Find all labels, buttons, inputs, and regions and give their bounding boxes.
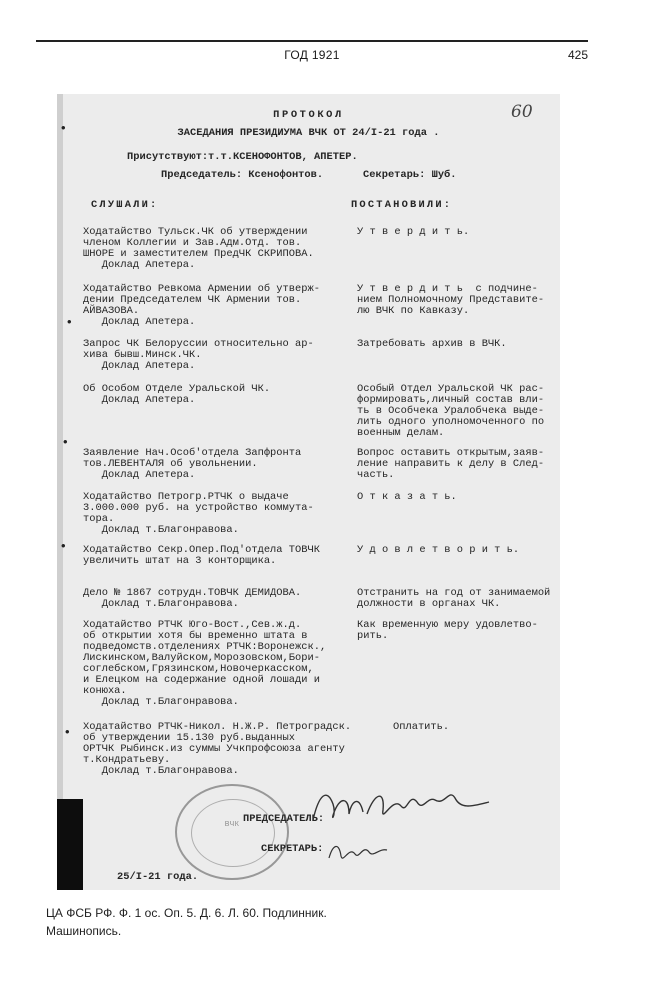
running-header (36, 40, 588, 64)
item-7-decided: У д о в л е т в о р и т ь. (357, 544, 520, 556)
punch-mark: • (61, 538, 66, 553)
document-date: 25/I-21 года. (117, 871, 199, 883)
item-4-decided: Особый Отдел Уральской ЧК рас- формировать,личный состав вли- ть в Особчека Уралобчека выде- лить одного уполномоченного по военным делам. (357, 383, 545, 439)
item-7-heard: Ходатайство Секр.Опер.Под'отдела ТОВЧК увеличить штат на 3 конторщика. (83, 544, 320, 567)
secretary-line: Секретарь: Шуб. (363, 169, 457, 181)
item-10-decided: Оплатить. (393, 721, 450, 733)
punch-mark: • (67, 314, 72, 329)
punch-mark: • (61, 120, 66, 135)
item-10-heard: Ходатайство РТЧК-Никол. Н.Ж.Р. Петроградск. об утверждении 15.130 руб.выданных ОРТЧК Рыбинск.из суммы Учкпрофсоюза агенту т.Кондратьеву. Доклад т.Благонравова. (83, 721, 352, 777)
secretary-signature-label: СЕКРЕТАРЬ: (261, 843, 324, 855)
document-subtitle: ЗАСЕДАНИЯ ПРЕЗИДИУМА ВЧК ОТ 24/I-21 года . (177, 127, 440, 139)
chairman-signature (305, 784, 495, 834)
present-line: Присутствуют:т.т.КСЕНОФОНТОВ, АПЕТЕР. (127, 151, 358, 163)
item-6-decided: О т к а з а т ь. (357, 491, 457, 503)
item-1-decided: У т в е р д и т ь. (357, 226, 470, 238)
item-5-heard: Заявление Нач.Особ'отдела Запфронта тов.ЛЕВЕНТАЛЯ об увольнении. Доклад Апетера. (83, 447, 302, 481)
item-3-decided: Затребовать архив в ВЧК. (357, 338, 507, 350)
round-seal-text: ВЧК (224, 821, 240, 828)
item-9-decided: Как временную меру удовлетво- рить. (357, 619, 538, 642)
running-header-title: ГОД 1921 (284, 48, 340, 62)
archival-scan (57, 94, 560, 890)
round-seal-inner-ring (191, 799, 275, 867)
page-number: 425 (567, 48, 588, 62)
chairman-signature-label: ПРЕДСЕДАТЕЛЬ: (243, 813, 325, 825)
scan-edge (57, 94, 63, 890)
item-5-decided: Вопрос оставить открытым,заяв- ление направить к делу в След- часть. (357, 447, 545, 481)
document-title: ПРОТОКОЛ (273, 109, 344, 121)
item-6-heard: Ходатайство Петрогр.РТЧК о выдаче 3.000.000 руб. на устройство коммута- тора. Доклад т.Благонравова. (83, 491, 314, 536)
column-heard-heading: СЛУШАЛИ: (91, 199, 159, 211)
item-8-decided: Отстранить на год от занимаемой должности в органах ЧК. (357, 587, 551, 610)
punch-mark: • (65, 724, 70, 739)
handwritten-sheet-number: 60 (511, 102, 533, 122)
item-3-heard: Запрос ЧК Белоруссии относительно ар- хива бывш.Минск.ЧК. Доклад Апетера. (83, 338, 314, 372)
item-9-heard: Ходатайство РТЧК Юго-Вост.,Сев.ж.д. об открытии хотя бы временно штата в подведомств.отделениях РТЧК:Воронежск., Лискинском,Валуйском,Морозовском,Бори- соглебском,Грязинском,Новочеркасском, и Елецком на содержание одной лошади и конюха. Доклад т.Благонравова. (83, 619, 327, 708)
round-seal-stamp (175, 784, 289, 880)
chairman-line: Председатель: Ксенофонтов. (161, 169, 324, 181)
secretary-signature (325, 836, 395, 866)
item-4-heard: Об Особом Отделе Уральской ЧК. Доклад Апетера. (83, 383, 271, 406)
scan-shadow (57, 799, 83, 890)
item-2-heard: Ходатайство Ревкома Армении об утверж- дении Председателем ЧК Армении тов. АЙВАЗОВА. Доклад Апетера. (83, 283, 320, 328)
item-2-decided: У т в е р д и т ь с подчине- нием Полномочному Представите- лю ВЧК по Кавказу. (357, 283, 545, 317)
archive-caption: ЦА ФСБ РФ. Ф. 1 ос. Оп. 5. Д. 6. Л. 60. Подлинник. Машинопись. (46, 906, 327, 938)
column-decided-heading: ПОСТАНОВИЛИ: (351, 199, 453, 211)
item-8-heard: Дело № 1867 сотрудн.ТОВЧК ДЕМИДОВА. Доклад т.Благонравова. (83, 587, 302, 610)
item-1-heard: Ходатайство Тульск.ЧК об утверждении членом Коллегии и Зав.Адм.Отд. тов. ШНОРЕ и заместителем ПредЧК СКРИПОВА. Доклад Апетера. (83, 226, 314, 271)
punch-mark: • (63, 434, 68, 449)
